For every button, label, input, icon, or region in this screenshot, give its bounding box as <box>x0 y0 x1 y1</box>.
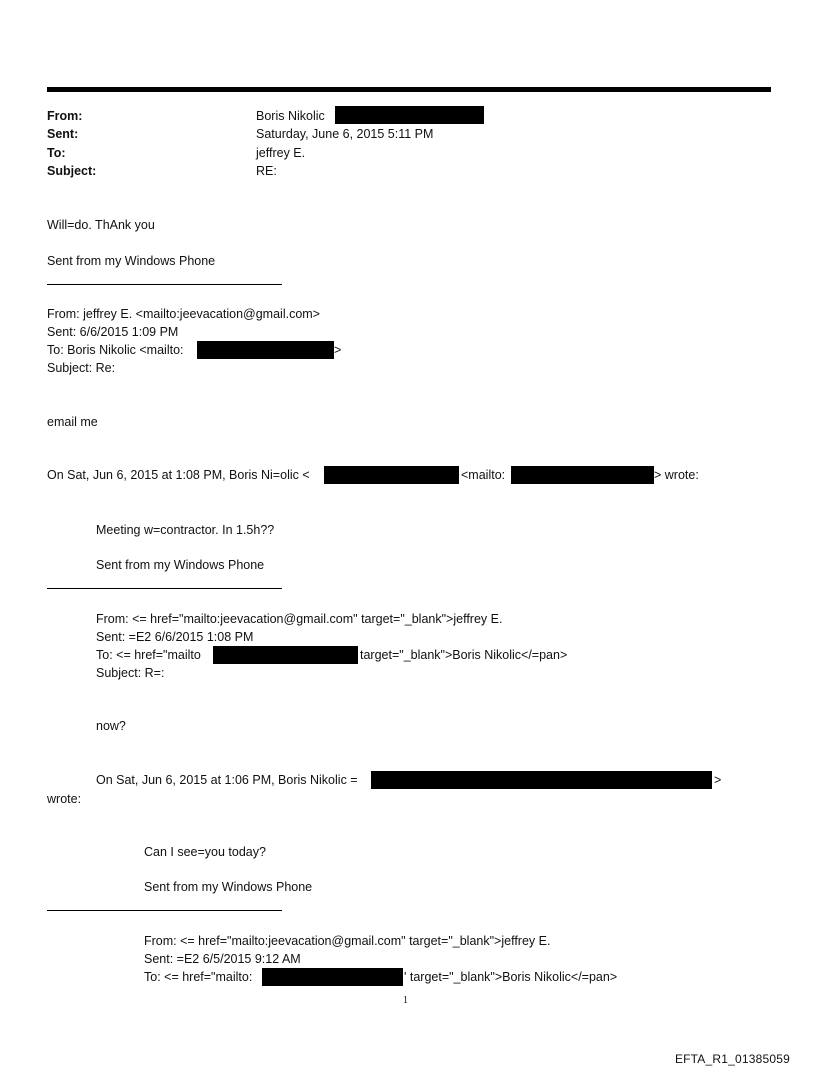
to-label: To: <box>47 146 66 160</box>
wrote-line-mid: <mailto: <box>461 468 506 482</box>
quote-subject: Subject: R=: <box>96 666 165 680</box>
body-line: Will=do. ThAnk you <box>47 218 155 232</box>
wrote-line-prefix: On Sat, Jun 6, 2015 at 1:08 PM, Boris Ni=olic < <box>47 468 310 482</box>
separator <box>47 588 282 589</box>
subject-label: Subject: <box>47 164 97 178</box>
quote-body-line: Can I see=you today? <box>144 845 266 859</box>
document-id: EFTA_R1_01385059 <box>674 1052 790 1066</box>
redaction-box <box>197 341 334 359</box>
redaction-box <box>213 646 358 664</box>
sent-label: Sent: <box>47 127 79 141</box>
quote-to-suffix: > <box>334 343 342 357</box>
redaction-box <box>511 466 654 484</box>
quote-from: From: <= href="mailto:jeevacation@gmail.com" target="_blank">jeffrey E. <box>144 934 551 948</box>
quote-to-prefix: To: <= href="mailto <box>96 648 201 662</box>
quote-body: now? <box>96 719 126 733</box>
quote-signature: Sent from my Windows Phone <box>144 880 313 894</box>
quote-to-prefix: To: <= href="mailto: <box>144 970 253 984</box>
header-rule <box>47 87 771 92</box>
redaction-box <box>371 771 712 789</box>
redaction-box <box>262 968 403 986</box>
quote-sent: Sent: =E2 6/5/2015 9:12 AM <box>144 952 301 966</box>
wrote-line-suffix: > <box>714 773 722 787</box>
from-value: Boris Nikolic <box>256 109 325 123</box>
quote-body: email me <box>47 415 98 429</box>
wrote-line-end: wrote: <box>47 792 82 806</box>
quote-to-suffix: target="_blank">Boris Nikolic</=pan> <box>360 648 568 662</box>
quote-sent: Sent: 6/6/2015 1:09 PM <box>47 325 179 339</box>
quote-to-suffix: ' target="_blank">Boris Nikolic</=pan> <box>404 970 618 984</box>
quote-body-line: Meeting w=contractor. In 1.5h?? <box>96 523 275 537</box>
separator <box>47 284 282 285</box>
page-number: 1 <box>403 995 408 1006</box>
redaction-box <box>335 106 484 124</box>
sent-value: Saturday, June 6, 2015 5:11 PM <box>256 127 434 141</box>
wrote-line-suffix: > wrote: <box>654 468 699 482</box>
quote-from: From: jeffrey E. <mailto:jeevacation@gmail.com> <box>47 307 320 321</box>
quote-to-prefix: To: Boris Nikolic <mailto: <box>47 343 184 357</box>
wrote-line-prefix: On Sat, Jun 6, 2015 at 1:06 PM, Boris Nikolic = <box>96 773 358 787</box>
redaction-box <box>324 466 459 484</box>
quote-subject: Subject: Re: <box>47 361 116 375</box>
quote-sent: Sent: =E2 6/6/2015 1:08 PM <box>96 630 254 644</box>
quote-from: From: <= href="mailto:jeevacation@gmail.com" target="_blank">jeffrey E. <box>96 612 503 626</box>
signature-line: Sent from my Windows Phone <box>47 254 216 268</box>
to-value: jeffrey E. <box>256 146 306 160</box>
separator <box>47 910 282 911</box>
subject-value: RE: <box>256 164 277 178</box>
from-label: From: <box>47 109 83 123</box>
quote-signature: Sent from my Windows Phone <box>96 558 265 572</box>
